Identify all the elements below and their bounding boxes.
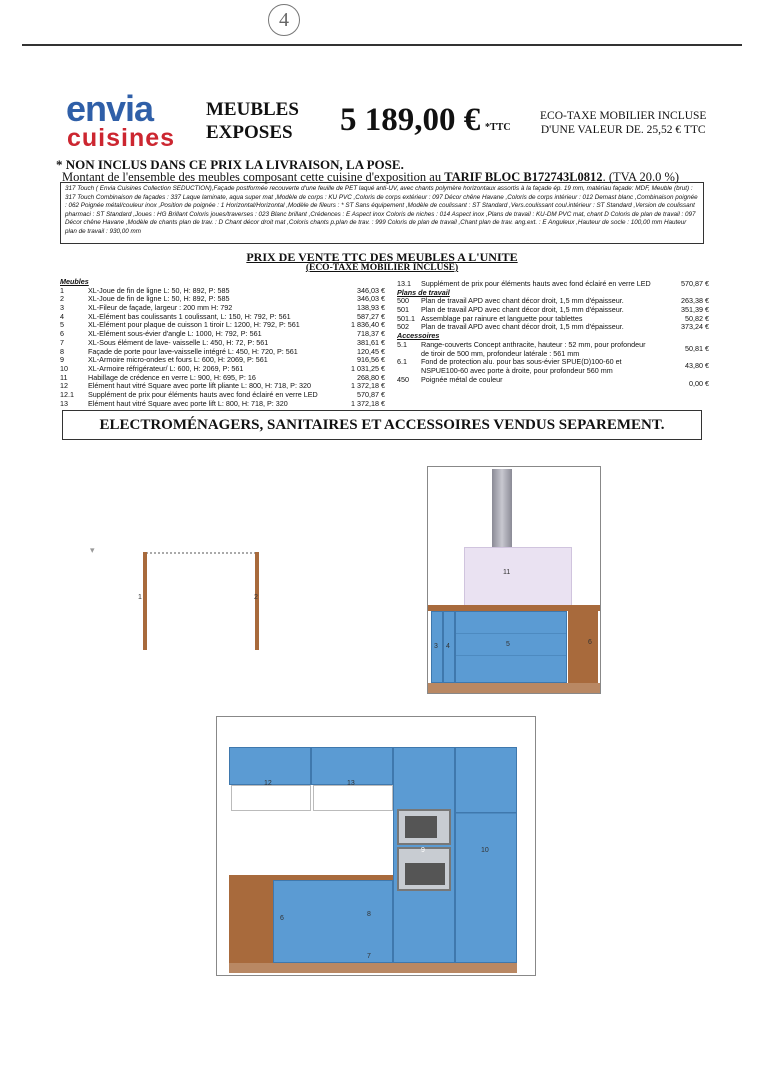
microwave-window [405,816,437,838]
eco-line2: D'UNE VALEUR DE. 25,52 € TTC [540,124,706,136]
plan-top-edge [143,552,259,557]
item-description: XL-Joue de fin de ligne L: 50, H: 892, P: 585 [88,294,230,304]
item-description: Supplément de prix pour éléments hauts avec fond éclairé en verre LED [421,279,651,288]
item-price: 50,81 € [685,343,709,353]
logo-envia: envia [66,88,154,129]
item-price: 351,39 € [681,305,709,315]
item-number: 501 [397,305,409,315]
item-price: 138,93 € [357,303,385,313]
list-header-plans: Plans de travail [397,287,450,297]
list-header-meubles: Meubles [60,277,89,286]
item-description: XL-Sous élément de lave- vaisselle L: 450, H: 72, P: 561 [88,337,269,347]
label-3: 3 [434,643,438,650]
logo-cuisines: cuisines [67,124,176,152]
item-number: 1 [60,285,64,295]
label-13: 13 [347,780,355,787]
item-number: 500 [397,296,409,306]
label-5: 5 [506,641,510,648]
glass-unit-12 [231,785,311,811]
microwave [397,809,451,845]
item-price: 50,82 € [685,313,709,323]
item-price: 43,80 € [685,361,709,371]
label-10: 10 [481,847,489,854]
description-box: 317 Touch ( Envia Cuisines Collection SEDUCTION),Façade postformée recouverte d'une feuille de PET laqué anti-UV, avec chants polymère horizontaux assortis à la façade ép. 19 mm, matériau façade: MDF, Meuble (brut) : 317 Touch Combinaison de façades : 337 Laque laminate, aqua super mat ,Modèle de corps : KU PVC ,Coloris de corps extérieur : 097 Décor chêne Havane ,Coloris de corps intérieur : 012 Demast blanc ,Combinaison poignée : 062 Poignée métal/couleur inox ,Position de poignée : 1 Horizontal/Horizontal ,Modèle de fileurs : * ST Sans équipement ,Modèle de coulissant : ST Standard ,Vers.coulissant coul.intérieur : ST Standard ,Version de coulissant pharmaci : ST Standard ,Joues : HG Brillant Coloris joues/traverses : 023 Blanc brillant ,Crédences : E Aspect inox Coloris de niches : 014 Aspect inox ,Plans de travail : KU-DM PVC mat, chant D Coloris de plan de travail : 097 Décor chêne Havane ,Modèle de chants plan de trav. : D Chant décor droit mat ,Coloris chants p.plan de trav. : 999 Coloris de plan de travail ,Chant plan de trav. ang.ext. : E Anguleux ,Hauteur de socle : 100,00 mm Hauteur plan de travail : 930,00 mm [60,182,704,244]
item-description: Fond de protection alu. pour bas sous-évier SPUE(D)100-60 et [421,357,622,367]
glass-splashback [464,547,572,609]
plinth-b [229,963,517,973]
price-suffix: *TTC [485,122,511,133]
item-description: Supplément de prix pour éléments hauts avec fond éclairé en verre LED [88,389,318,399]
list-header-accessoires: Accessoires [397,331,440,341]
item-number: 12.1 [60,389,74,399]
item-description: XL-Elément pour plaque de cuisson 1 tiroir L: 1200, H: 792, P: 561 [88,320,300,330]
item-price: 373,24 € [681,322,709,332]
header-title [206,98,299,144]
item-price: 381,61 € [357,337,385,347]
hood-chimney [492,469,512,549]
label-4: 4 [446,643,450,650]
item-price: 268,80 € [357,372,385,382]
item-price: 120,45 € [357,346,385,356]
label-9: 9 [421,847,425,854]
montant-tarif: TARIF BLOC B172743L0812 [444,170,603,184]
cabinet-5 [455,611,567,683]
right-price-list [397,280,709,393]
item-description: XL-Elément sous-évier d'angle L: 1000, H: 792, P: 561 [88,329,262,339]
item-description: Elément haut vitré Square avec porte lift pliante L: 800, H: 718, P: 320 [88,381,311,391]
item-price: 346,03 € [357,285,385,295]
item-price: 263,38 € [681,296,709,306]
not-included-notice: * NON INCLUS DANS CE PRIX LA LIVRAISON, LA POSE. [56,157,404,172]
item-description: Façade de porte pour lave-vaisselle intégré L: 450, H: 720, P: 561 [88,346,298,356]
label-12: 12 [264,780,272,787]
elevation-b [216,716,536,976]
label-8: 8 [367,911,371,918]
item-price: 587,27 € [357,311,385,321]
label-7: 7 [367,953,371,960]
side-panel-6 [229,880,273,963]
item-price: 1 372,18 € [351,398,385,408]
plan-label-1: 1 [138,594,142,601]
item-description-line2: de tiroir de 500 mm, profondeur latérale : 561 mm [421,348,580,358]
item-description: Plan de travail APD avec chant décor droit, 1,5 mm d'épaisseur. [421,305,624,315]
list-item [60,400,385,409]
item-number: 450 [397,374,409,384]
item-description-line2: NSPUE100-60 avec porte à droite, pour profondeur 560 mm [421,365,613,375]
electro-notice: ELECTROMÉNAGERS, SANITAIRES ET ACCESSOIRES VENDUS SEPAREMENT. [62,410,702,440]
label-b6: 6 [280,915,284,922]
tall-unit-10 [455,747,517,963]
item-number: 501.1 [397,313,415,323]
elevation-a [427,466,601,694]
glass-unit-13 [313,785,393,811]
item-number: 9 [60,355,64,365]
plan-wall-right [255,552,259,650]
header-title-line2: EXPOSES [206,122,293,143]
item-price: 0,00 € [689,378,709,388]
item-description: Plan de travail APD avec chant décor droit, 1,5 mm d'épaisseur. [421,322,624,332]
prix-subtitle: (ECO-TAXE MOBILIER INCLUSE) [305,263,459,273]
item-number: 13 [60,398,68,408]
item-number: 6 [60,329,64,339]
plan-label-2: 2 [254,594,258,601]
item-description: Assemblage par rainure et languette pour tablettes [421,313,583,323]
eco-line1: ECO-TAXE MOBILIER INCLUSE [540,110,707,122]
montant-prefix: Montant de l'ensemble des meubles composant cette cuisine d'exposition au [62,170,445,184]
header-title-line1: MEUBLES [206,99,299,120]
plinth-a [428,683,600,693]
item-price: 916,56 € [357,355,385,365]
item-description: Poignée métal de couleur [421,374,503,384]
item-number: 6.1 [397,357,407,367]
item-description: XL-Fileur de façade, largeur : 200 mm H: 792 [88,303,233,313]
item-description: XL-Armoire réfrigérateur/ L: 600, H: 2069, P: 561 [88,363,244,373]
item-number: 3 [60,303,64,313]
list-item [397,323,709,332]
label-11: 11 [503,569,511,576]
list-item [397,358,709,375]
item-description: Plan de travail APD avec chant décor droit, 1,5 mm d'épaisseur. [421,296,624,306]
item-description: Range-couverts Concept anthracite, hauteur : 52 mm, pour profondeur [421,339,646,349]
item-description: XL-Joue de fin de ligne L: 50, H: 892, P: 585 [88,285,230,295]
item-price: 570,87 € [357,389,385,399]
item-number: 7 [60,337,64,347]
item-description: XL-Elément bas coulissants 1 coulissant, L: 150, H: 792, P: 561 [88,311,291,321]
item-description: Elément haut vitré Square avec porte lift L: 800, H: 718, P: 320 [88,398,288,408]
prix-title: PRIX DE VENTE TTC DES MEUBLES A L'UNITE [246,250,518,264]
item-price: 570,87 € [681,279,709,288]
item-price: 346,03 € [357,294,385,304]
item-price: 718,37 € [357,329,385,339]
item-price: 1 372,18 € [351,381,385,391]
item-number: 502 [397,322,409,332]
item-description: XL-Armoire micro-ondes et fours L: 600, H: 2069, P: 561 [88,355,268,365]
item-number: 8 [60,346,64,356]
eco-tax-note [540,109,706,137]
plan-marker: ▾ [90,545,95,555]
montant-suffix: . (TVA 20.0 %) [602,170,680,184]
header-price: 5 189,00 € [340,102,481,138]
top-divider [22,44,742,46]
item-number: 11 [60,372,68,382]
item-number: 5 [60,320,64,330]
item-price: 1 031,25 € [351,363,385,373]
item-number: 12 [60,381,68,391]
item-number: 13.1 [397,279,411,288]
item-description: Habillage de crédence en verre L: 900, H: 695, P: 16 [88,372,256,382]
list-item [397,341,709,358]
item-number: 5.1 [397,339,407,349]
base-unit-8 [273,880,393,963]
cabinet-6-side [568,611,598,683]
plan-wall-left [143,552,147,650]
left-price-list [60,278,385,408]
list-item [397,376,709,393]
item-number: 10 [60,363,68,373]
oven-window [405,863,445,885]
item-number: 2 [60,294,64,304]
page-number: 4 [268,4,300,36]
label-6: 6 [588,639,592,646]
item-number: 4 [60,311,64,321]
item-price: 1 836,40 € [351,320,385,330]
